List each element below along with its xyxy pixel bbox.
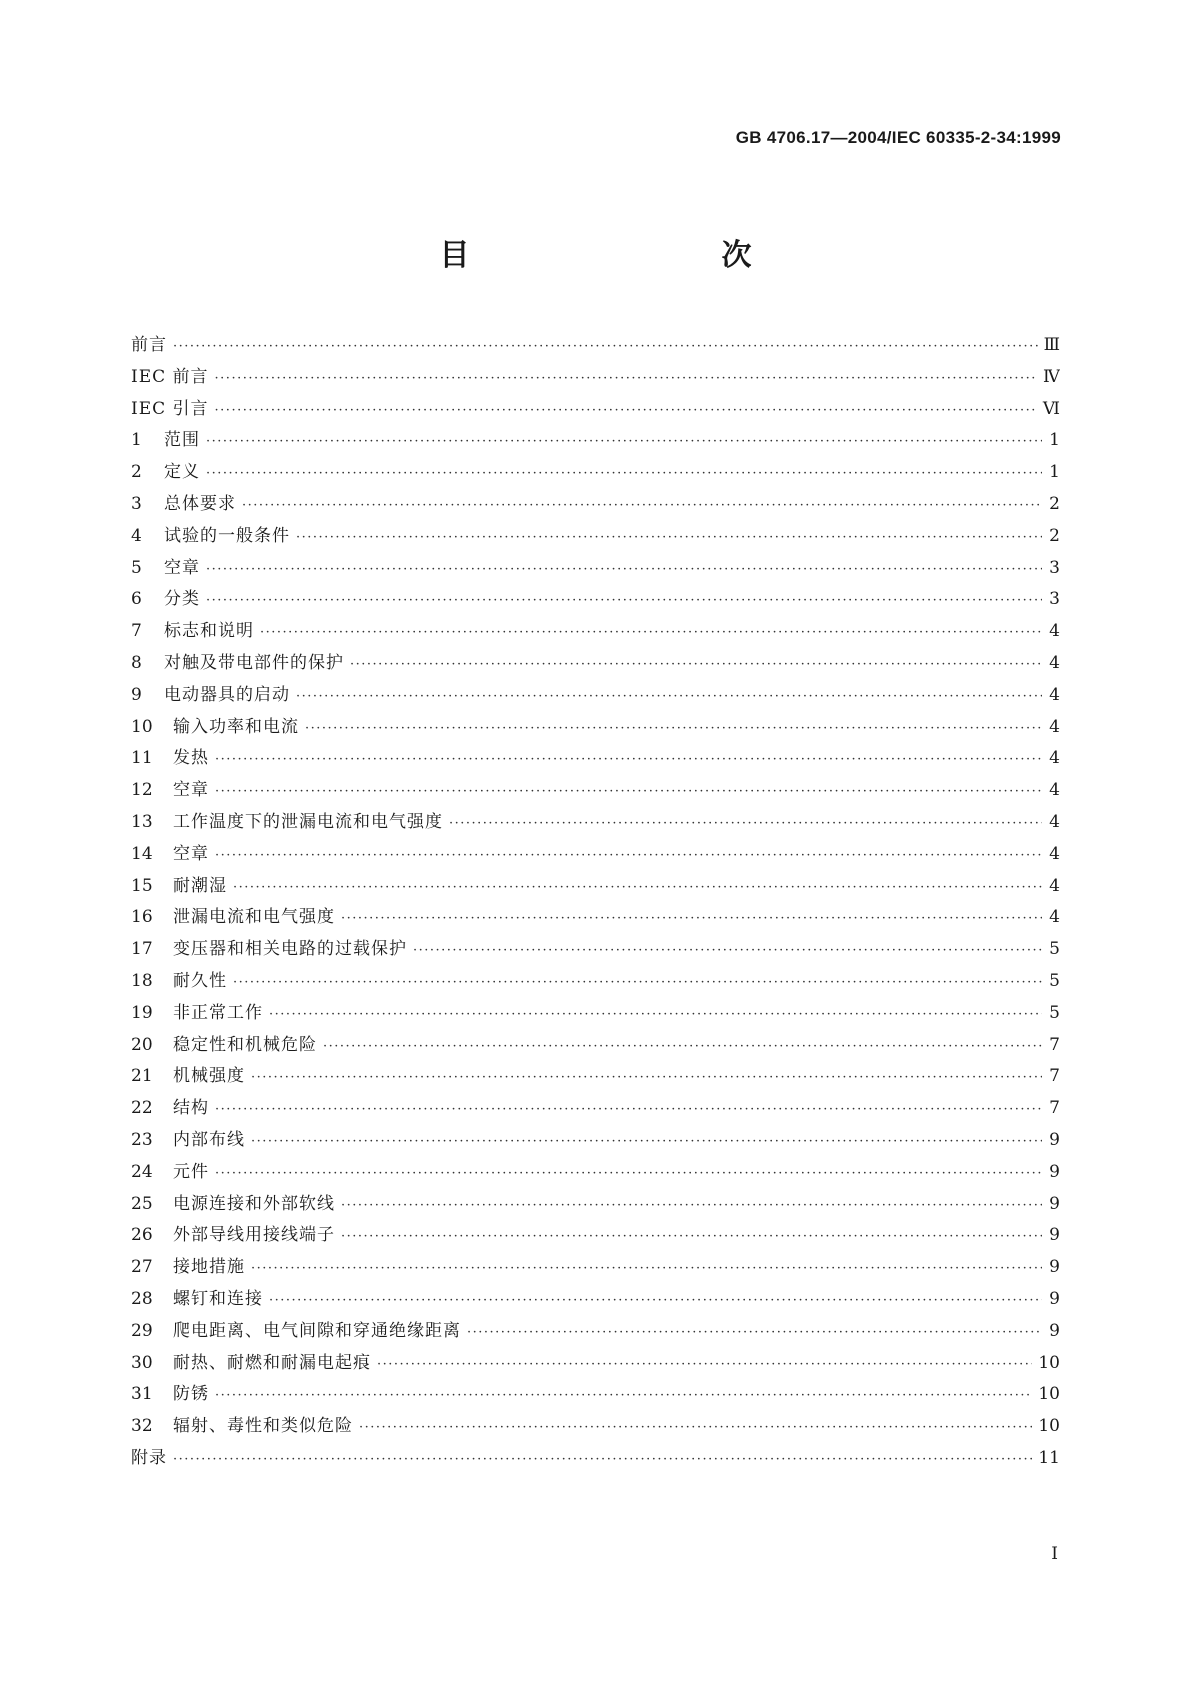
toc-entry-title: 前言 <box>131 335 167 355</box>
toc-entry-page: 4 <box>1049 716 1060 737</box>
toc-entry-number: 13 <box>131 811 153 832</box>
toc-entry-page: 9 <box>1049 1257 1060 1278</box>
toc-entry-title: 电源连接和外部软线 <box>173 1193 335 1214</box>
toc-dot-leader <box>251 1062 1042 1093</box>
toc-entry-title: 空章 <box>173 780 209 801</box>
toc-entry-page: 7 <box>1049 1034 1060 1055</box>
toc-entry-page: 1 <box>1049 462 1060 483</box>
toc-entry-title: 标志和说明 <box>164 621 254 642</box>
toc-entry[interactable] <box>131 330 1060 362</box>
toc-dot-leader <box>215 776 1042 807</box>
toc-entry-title: 工作温度下的泄漏电流和电气强度 <box>173 811 443 832</box>
toc-dot-leader <box>341 1221 1042 1252</box>
toc-entry[interactable] <box>131 1061 1060 1093</box>
toc-entry-number: 16 <box>131 907 153 928</box>
toc-entry-number: 15 <box>131 875 153 896</box>
toc-entry[interactable] <box>131 1125 1060 1157</box>
toc-entry[interactable] <box>131 712 1060 744</box>
toc-dot-leader <box>341 1190 1042 1221</box>
toc-entry-page: 10 <box>1038 1352 1060 1373</box>
toc-entry[interactable] <box>131 680 1060 712</box>
toc-entry-title: 元件 <box>173 1161 209 1182</box>
toc-entry-number: 2 <box>131 462 142 483</box>
toc-entry[interactable] <box>131 425 1060 457</box>
toc-entry[interactable] <box>131 457 1060 489</box>
toc-entry[interactable] <box>131 1284 1060 1316</box>
toc-entry-title: 输入功率和电流 <box>173 716 299 737</box>
toc-dot-leader <box>233 872 1042 903</box>
toc-entry-number: 8 <box>131 652 142 673</box>
toc-entry-title: 总体要求 <box>164 493 236 514</box>
toc-entry-number: 3 <box>131 493 142 514</box>
toc-entry[interactable] <box>131 362 1060 394</box>
toc-entry-number: 28 <box>131 1288 153 1309</box>
toc-dot-leader <box>269 1285 1042 1316</box>
toc-entry-page: 10 <box>1038 1416 1060 1437</box>
toc-entry-page: 9 <box>1049 1288 1060 1309</box>
toc-entry-number: 6 <box>131 589 142 610</box>
toc-entry-title: 耐热、耐燃和耐漏电起痕 <box>173 1352 371 1373</box>
toc-entry[interactable] <box>131 998 1060 1030</box>
toc-entry-page: 4 <box>1049 780 1060 801</box>
toc-entry[interactable] <box>131 1348 1060 1380</box>
toc-entry-page: 9 <box>1049 1161 1060 1182</box>
toc-entry[interactable] <box>131 839 1060 871</box>
toc-entry-number: 31 <box>131 1384 153 1405</box>
toc-entry-page: 2 <box>1049 525 1060 546</box>
toc-entry-number: 24 <box>131 1161 153 1182</box>
toc-entry-page: 10 <box>1038 1384 1060 1405</box>
toc-entry-number: 25 <box>131 1193 153 1214</box>
toc-dot-leader <box>215 744 1042 775</box>
toc-entry-page: 5 <box>1049 1002 1060 1023</box>
toc-entry-page: 1 <box>1049 430 1060 451</box>
toc-entry-number: 1 <box>131 430 142 451</box>
toc-dot-leader <box>377 1349 1032 1380</box>
toc-entry-title: 定义 <box>164 462 200 483</box>
page-title: 目 次 <box>439 238 816 273</box>
toc-dot-leader <box>296 681 1042 712</box>
toc-entry-title: 范围 <box>164 430 200 451</box>
toc-entry-number: 5 <box>131 557 142 578</box>
toc-entry-page: 7 <box>1049 1066 1060 1087</box>
toc-entry[interactable] <box>131 902 1060 934</box>
toc-entry[interactable] <box>131 1157 1060 1189</box>
toc-entry[interactable] <box>131 934 1060 966</box>
toc-entry[interactable] <box>131 775 1060 807</box>
toc-entry[interactable] <box>131 1379 1060 1411</box>
toc-entry-title: 对触及带电部件的保护 <box>164 652 344 673</box>
toc-dot-leader <box>269 999 1042 1030</box>
toc-entry-title: 耐潮湿 <box>173 875 227 896</box>
toc-entry-title: 电动器具的启动 <box>164 684 290 705</box>
toc-dot-leader <box>215 1158 1042 1189</box>
toc-entry-number: 7 <box>131 621 142 642</box>
toc-entry-number: 21 <box>131 1066 153 1087</box>
table-of-contents <box>131 330 1060 1475</box>
toc-entry-title: 爬电距离、电气间隙和穿通绝缘距离 <box>173 1320 461 1341</box>
toc-entry-page: 4 <box>1049 652 1060 673</box>
toc-entry-number: 11 <box>131 748 153 769</box>
toc-entry[interactable] <box>131 1316 1060 1348</box>
toc-entry-page: 9 <box>1049 1129 1060 1150</box>
toc-dot-leader <box>206 585 1042 616</box>
toc-entry[interactable] <box>131 489 1060 521</box>
toc-entry[interactable] <box>131 1443 1060 1475</box>
toc-entry-number: 10 <box>131 716 153 737</box>
toc-entry[interactable] <box>131 584 1060 616</box>
toc-dot-leader <box>413 935 1042 966</box>
toc-entry[interactable] <box>131 871 1060 903</box>
toc-entry-number: 18 <box>131 970 153 991</box>
toc-entry-title: IEC 引言 <box>131 398 209 419</box>
toc-entry[interactable] <box>131 1189 1060 1221</box>
toc-dot-leader <box>296 522 1042 553</box>
toc-entry-title: IEC 前言 <box>131 366 209 387</box>
toc-dot-leader <box>260 617 1042 648</box>
toc-dot-leader <box>233 967 1042 998</box>
toc-entry-number: 26 <box>131 1225 153 1246</box>
toc-entry-number: 29 <box>131 1320 153 1341</box>
toc-entry-page: 4 <box>1049 907 1060 928</box>
toc-dot-leader <box>215 1380 1032 1411</box>
toc-entry-number: 32 <box>131 1416 153 1437</box>
toc-dot-leader <box>215 840 1042 871</box>
toc-entry-title: 变压器和相关电路的过载保护 <box>173 939 407 960</box>
toc-entry-page: 9 <box>1049 1320 1060 1341</box>
toc-dot-leader <box>467 1317 1042 1348</box>
toc-entry-number: 19 <box>131 1002 153 1023</box>
toc-entry-page: Ⅵ <box>1042 398 1060 419</box>
toc-entry-title: 螺钉和连接 <box>173 1288 263 1309</box>
toc-entry-page: 3 <box>1049 589 1060 610</box>
toc-entry-page: Ⅳ <box>1043 366 1060 387</box>
toc-entry-title: 机械强度 <box>173 1066 245 1087</box>
toc-entry-title: 空章 <box>164 557 200 578</box>
toc-dot-leader <box>251 1253 1042 1284</box>
toc-entry[interactable] <box>131 394 1060 426</box>
toc-entry-number: 23 <box>131 1129 153 1150</box>
toc-dot-leader <box>215 363 1037 394</box>
toc-entry-page: 9 <box>1049 1225 1060 1246</box>
toc-entry-title: 分类 <box>164 589 200 610</box>
toc-entry-title: 接地措施 <box>173 1257 245 1278</box>
toc-entry-page: 11 <box>1038 1447 1060 1468</box>
toc-dot-leader <box>173 1444 1032 1475</box>
toc-entry[interactable] <box>131 616 1060 648</box>
toc-entry-number: 20 <box>131 1034 153 1055</box>
toc-entry-page: 5 <box>1049 970 1060 991</box>
toc-entry[interactable] <box>131 1220 1060 1252</box>
toc-entry[interactable] <box>131 553 1060 585</box>
toc-entry-number: 22 <box>131 1098 153 1119</box>
standard-code: GB 4706.17—2004/IEC 60335-2-34:1999 <box>735 128 1061 147</box>
toc-entry-title: 空章 <box>173 843 209 864</box>
toc-entry[interactable] <box>131 521 1060 553</box>
toc-entry-title: 内部布线 <box>173 1129 245 1150</box>
toc-entry-title: 非正常工作 <box>173 1002 263 1023</box>
toc-entry-title: 泄漏电流和电气强度 <box>173 907 335 928</box>
toc-entry-number: 9 <box>131 684 142 705</box>
toc-entry-number: 12 <box>131 780 153 801</box>
toc-dot-leader <box>206 426 1042 457</box>
toc-entry-number: 27 <box>131 1257 153 1278</box>
toc-entry[interactable] <box>131 1093 1060 1125</box>
toc-entry-title: 结构 <box>173 1098 209 1119</box>
toc-entry-title: 试验的一般条件 <box>164 525 290 546</box>
toc-dot-leader <box>206 458 1042 489</box>
toc-entry[interactable] <box>131 807 1060 839</box>
toc-entry-title: 稳定性和机械危险 <box>173 1034 317 1055</box>
toc-entry-page: 4 <box>1049 843 1060 864</box>
toc-entry-title: 耐久性 <box>173 970 227 991</box>
page-number: I <box>1051 1544 1058 1564</box>
toc-dot-leader <box>359 1412 1032 1443</box>
toc-dot-leader <box>305 713 1042 744</box>
toc-entry-number: 30 <box>131 1352 153 1373</box>
toc-dot-leader <box>173 331 1038 362</box>
toc-entry-title: 辐射、毒性和类似危险 <box>173 1416 353 1437</box>
toc-entry[interactable] <box>131 1252 1060 1284</box>
toc-entry-number: 14 <box>131 843 153 864</box>
toc-dot-leader <box>215 1094 1042 1125</box>
toc-entry-page: 2 <box>1049 493 1060 514</box>
toc-entry-page: 3 <box>1049 557 1060 578</box>
toc-dot-leader <box>350 649 1042 680</box>
toc-entry-page: 4 <box>1049 875 1060 896</box>
toc-entry-number: 17 <box>131 939 153 960</box>
toc-entry-page: 4 <box>1049 684 1060 705</box>
toc-entry[interactable] <box>131 1411 1060 1443</box>
toc-entry-title: 附录 <box>131 1447 167 1468</box>
toc-entry-page: 4 <box>1049 748 1060 769</box>
toc-entry-page: 4 <box>1049 811 1060 832</box>
toc-entry-page: 9 <box>1049 1193 1060 1214</box>
toc-entry[interactable] <box>131 1030 1060 1062</box>
toc-dot-leader <box>449 808 1042 839</box>
toc-entry-title: 防锈 <box>173 1384 209 1405</box>
toc-entry-title: 外部导线用接线端子 <box>173 1225 335 1246</box>
toc-entry-page: 5 <box>1049 939 1060 960</box>
toc-dot-leader <box>206 554 1042 585</box>
toc-dot-leader <box>215 395 1037 426</box>
toc-entry[interactable] <box>131 966 1060 998</box>
toc-entry-number: 4 <box>131 525 142 546</box>
toc-dot-leader <box>323 1031 1042 1062</box>
toc-entry[interactable] <box>131 743 1060 775</box>
toc-entry[interactable] <box>131 648 1060 680</box>
toc-dot-leader <box>242 490 1042 521</box>
toc-entry-page: Ⅲ <box>1043 335 1060 355</box>
toc-entry-title: 发热 <box>173 748 209 769</box>
toc-entry-page: 7 <box>1049 1098 1060 1119</box>
toc-dot-leader <box>341 903 1042 934</box>
toc-dot-leader <box>251 1126 1042 1157</box>
toc-entry-page: 4 <box>1049 621 1060 642</box>
